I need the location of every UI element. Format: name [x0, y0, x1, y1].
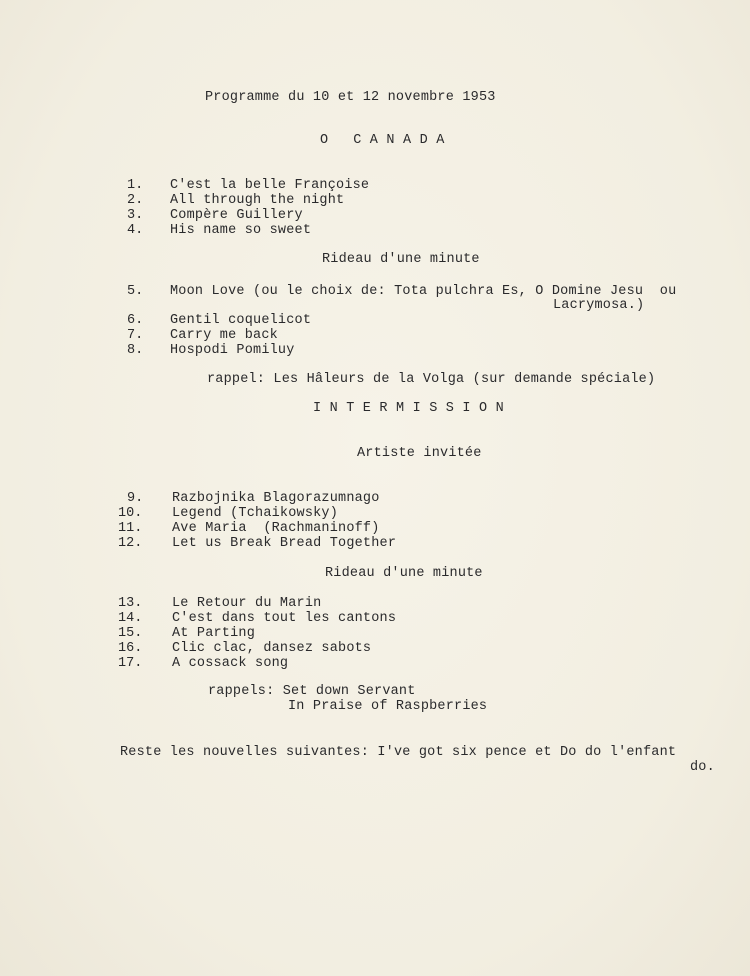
item-number: 17. — [118, 656, 143, 671]
item-number: 6. — [127, 313, 144, 328]
item-title: Razbojnika Blagorazumnago — [172, 491, 380, 506]
item-number: 7. — [127, 328, 144, 343]
item-title: His name so sweet — [170, 223, 312, 238]
item-number: 9. — [127, 491, 144, 506]
rappels-line: rappels: Set down Servant — [208, 684, 416, 699]
item-number: 11. — [118, 521, 143, 536]
pause-heading: Rideau d'une minute — [325, 566, 483, 581]
rappel-line: rappel: Les Hâleurs de la Volga (sur demande spéciale) — [207, 372, 656, 387]
item-number: 4. — [127, 223, 144, 238]
item-title: All through the night — [170, 193, 345, 208]
item-title: Hospodi Pomiluy — [170, 343, 295, 358]
item-number: 8. — [127, 343, 144, 358]
programme-title: Programme du 10 et 12 novembre 1953 — [205, 90, 496, 105]
item-title: Gentil coquelicot — [170, 313, 312, 328]
item-number: 12. — [118, 536, 143, 551]
item-title: Moon Love (ou le choix de: Tota pulchra Es, O Domine Jesu ou — [170, 284, 677, 299]
item-title: Compère Guillery — [170, 208, 303, 223]
item-title: Let us Break Bread Together — [172, 536, 397, 551]
item-number: 14. — [118, 611, 143, 626]
item-title: A cossack song — [172, 656, 289, 671]
item-title: At Parting — [172, 626, 256, 641]
item-title: Carry me back — [170, 328, 278, 343]
item-number: 13. — [118, 596, 143, 611]
item-number: 5. — [127, 284, 144, 299]
item-number: 15. — [118, 626, 143, 641]
item-title: C'est dans tout les cantons — [172, 611, 397, 626]
item-number: 3. — [127, 208, 144, 223]
item-number: 1. — [127, 178, 144, 193]
guest-heading: Artiste invitée — [357, 446, 482, 461]
item-title: Clic clac, dansez sabots — [172, 641, 372, 656]
item-title: Ave Maria (Rachmaninoff) — [172, 521, 380, 536]
item-title-continuation: Lacrymosa.) — [553, 298, 645, 313]
rappels-line-2: In Praise of Raspberries — [288, 699, 488, 714]
footer-note-continuation: do. — [690, 760, 715, 775]
pause-heading: Rideau d'une minute — [322, 252, 480, 267]
item-title: Le Retour du Marin — [172, 596, 322, 611]
item-number: 16. — [118, 641, 143, 656]
anthem-heading: O CANADA — [320, 133, 453, 148]
item-number: 2. — [127, 193, 144, 208]
item-title: Legend (Tchaikowsky) — [172, 506, 339, 521]
footer-note: Reste les nouvelles suivantes: I've got six pence et Do do l'enfant — [120, 745, 677, 760]
intermission-heading: INTERMISSION — [313, 401, 513, 416]
item-number: 10. — [118, 506, 143, 521]
item-title: C'est la belle Françoise — [170, 178, 370, 193]
